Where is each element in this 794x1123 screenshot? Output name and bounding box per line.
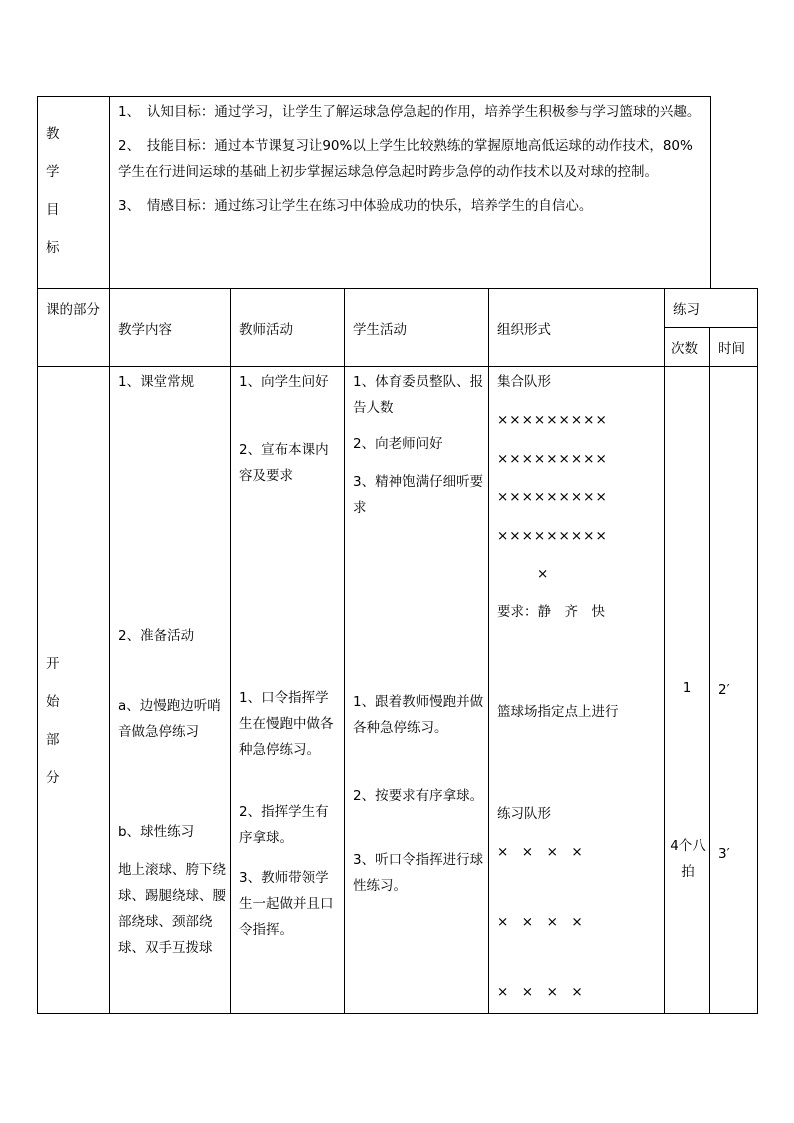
form-row: ××××××××× [497, 528, 608, 544]
goal-emotional: 3、 情感目标：通过练习让学生在练习中体验成功的快乐，培养学生的自信心。 [118, 198, 593, 214]
goals-label-char: 教 [46, 126, 60, 142]
goals-label-char: 标 [46, 240, 60, 256]
goals-label-char: 学 [46, 164, 60, 180]
teacher-announce: 2、宣布本课内容及要求 [239, 442, 329, 484]
form-assembly: 集合队形 [497, 374, 551, 390]
header-content-label: 教学内容 [118, 321, 172, 338]
duration-ball-skill: 3′ [718, 846, 730, 862]
body-times [665, 367, 710, 1014]
header-duration-label: 时间 [718, 341, 745, 357]
header-student [345, 289, 489, 367]
content-routine: 1、课堂常规 [118, 374, 195, 390]
content-ball-skill: b、球性练习 [118, 824, 195, 840]
part-char: 部 [46, 732, 60, 748]
form-teacher-mark: × [537, 566, 549, 582]
form-row: ××××××××× [497, 489, 608, 505]
form-practice-row: × × × × [497, 914, 583, 930]
header-student-label: 学生活动 [353, 321, 407, 338]
body-form [489, 367, 665, 1014]
body-student [345, 367, 489, 1014]
lesson-table [37, 288, 758, 1014]
teacher-lead: 3、教师带领学生一起做并且口令指挥。 [239, 870, 334, 938]
header-part [38, 289, 110, 367]
goals-label-char: 目 [46, 202, 60, 218]
form-row: ××××××××× [497, 412, 608, 428]
form-practice: 练习队形 [497, 806, 551, 822]
student-listen: 3、精神饱满仔细听要求 [353, 474, 484, 516]
form-place: 篮球场指定点上进行 [497, 704, 619, 720]
student-greet: 2、向老师问好 [353, 436, 443, 452]
body-content [110, 367, 231, 1014]
student-ball-skill: 3、听口令指挥进行球性练习。 [353, 852, 484, 894]
body-part [38, 367, 110, 1014]
header-times [665, 328, 710, 367]
header-part-label: 课的部分 [46, 302, 100, 318]
form-row: ××××××××× [497, 451, 608, 467]
part-label [46, 645, 60, 797]
goals-table [37, 96, 711, 289]
header-practice [665, 289, 758, 328]
form-requirement: 要求：静 齐 快 [497, 604, 605, 620]
student-take-ball: 2、按要求有序拿球。 [353, 788, 484, 804]
form-practice-row: × × × × [497, 844, 583, 860]
header-teacher-label: 教师活动 [239, 321, 293, 338]
teacher-command-run: 1、口令指挥学生在慢跑中做各种急停练习。 [239, 690, 334, 758]
part-char: 分 [46, 770, 60, 786]
student-line-up: 1、体育委员整队、报告人数 [353, 374, 484, 416]
header-content [110, 289, 231, 367]
times-ball-skill: 4个八拍 [670, 838, 706, 880]
part-char: 始 [46, 694, 60, 710]
header-duration [710, 328, 758, 367]
goal-skill: 2、 技能目标：通过本节课复习让90%以上学生比较熟练的掌握原地高低运球的动作技术，80%学生在行进间运球的基础上初步掌握运球急停急起时跨步急停的动作技术以及对球的控制。 [118, 138, 693, 180]
body-teacher [231, 367, 345, 1014]
header-form [489, 289, 665, 367]
content-ball-skill-detail: 地上滚球、胯下绕球、踢腿绕球、腰部绕球、颈部绕球、双手互拨球 [118, 862, 226, 956]
header-practice-label: 练习 [673, 302, 700, 318]
header-form-label: 组织形式 [497, 321, 551, 338]
header-teacher [231, 289, 345, 367]
duration-warmup: 2′ [718, 682, 730, 698]
teacher-greet: 1、向学生问好 [239, 374, 329, 390]
part-char: 开 [46, 656, 60, 672]
goals-content [110, 97, 711, 289]
goals-label [38, 97, 110, 289]
body-duration [710, 367, 758, 1014]
form-practice-row: × × × × [497, 984, 583, 1000]
student-jog: 1、跟着教师慢跑并做各种急停练习。 [353, 694, 484, 736]
header-times-label: 次数 [671, 341, 698, 357]
content-warmup: 2、准备活动 [118, 628, 195, 644]
goal-cognitive: 1、 认知目标：通过学习，让学生了解运球急停急起的作用，培养学生积极参与学习篮球的兴趣。 [118, 104, 701, 120]
times-warmup: 1 [682, 680, 692, 696]
teacher-command-ball: 2、指挥学生有序拿球。 [239, 804, 329, 846]
content-stop-drill: a、边慢跑边听哨音做急停练习 [118, 698, 221, 740]
